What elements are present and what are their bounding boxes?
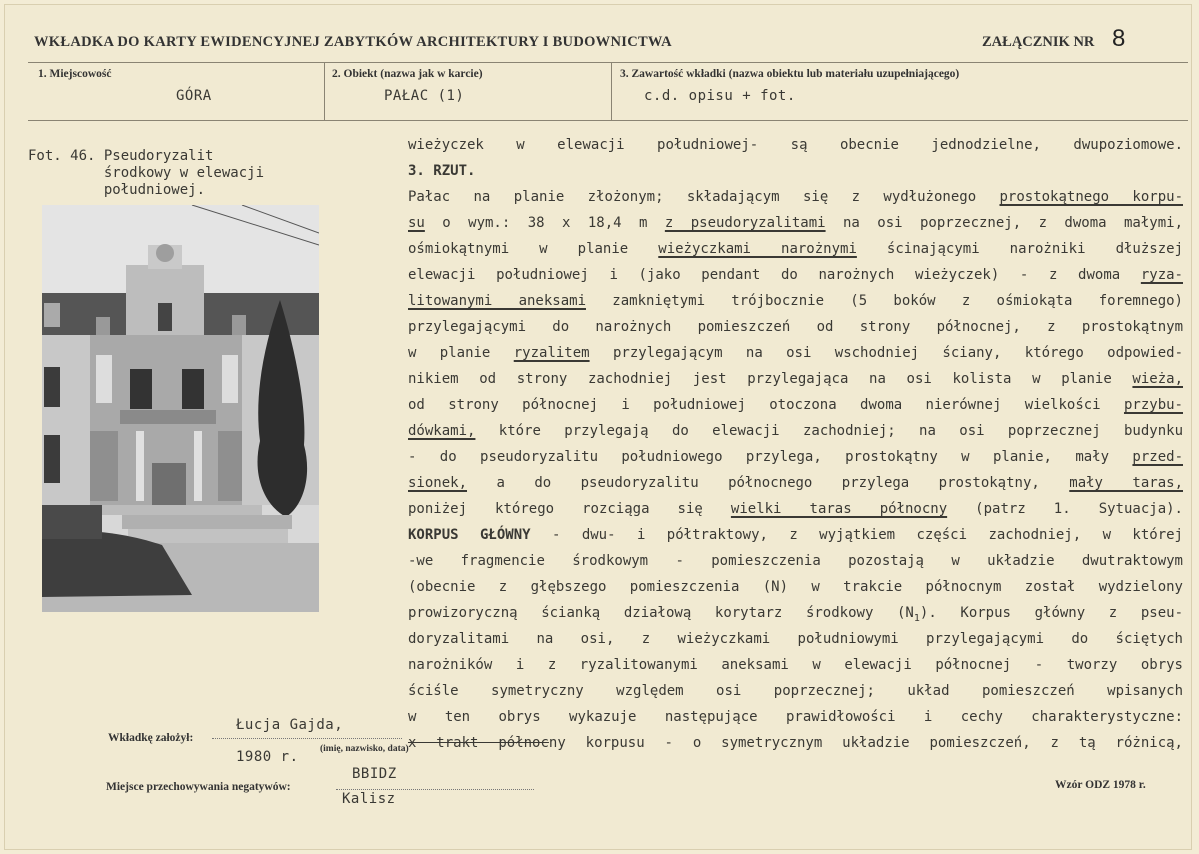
content-label: 3. Zawartość wkładki (nazwa obiektu lub materiału uzupełniającego) xyxy=(620,68,960,80)
text-line: od strony północnej i południowej otoczona dwoma nierównej wielkości przybu- xyxy=(408,397,1183,413)
text-line: w ten obrys wykazuje następujące prawidłowości i cechy charakterystyczne: xyxy=(408,709,1183,725)
text-line: ośmiokątnymi w planie wieżyczkami narożnymi ścinającymi narożniki dłuższej xyxy=(408,241,1184,257)
text-line: poniżej którego rozciąga się wielki taras północny (patrz 1. Sytuacja). xyxy=(408,501,1183,517)
object-value: PAŁAC (1) xyxy=(384,88,465,104)
text-line: -we fragmencie środkowym - pomieszczenia pozostają w układzie dwutraktowym xyxy=(408,553,1183,569)
author-name: Łucja Gajda, xyxy=(236,717,344,733)
text-line: sionek, a do pseudoryzalitu północnego przylega prostokątny, mały taras, xyxy=(408,475,1183,491)
text-line: w planie ryzalitem przylegającym na osi wschodniej ściany, którego odpowied- xyxy=(408,345,1183,361)
text-line: (obecnie z głębszego pomieszczenia (N) w trakcie północnym został wydzielony xyxy=(408,579,1183,595)
author-label: Wkładkę założył: xyxy=(108,732,194,744)
author-dotted-line xyxy=(212,738,402,739)
palace-photo xyxy=(42,205,319,612)
card-title: WKŁADKA DO KARTY EWIDENCYJNEJ ZABYTKÓW ARCHITEKTURY I BUDOWNICTWA xyxy=(34,34,672,50)
annex-number: 8 xyxy=(1112,25,1126,52)
field-divider-1 xyxy=(324,62,325,120)
text-line: KORPUS GŁÓWNY - dwu- i półtraktowy, z wyjątkiem części zachodniej, w której xyxy=(408,527,1183,543)
text-line: doryzalitami na osi, z wieżyczkami południowymi przylegającymi do ściętych xyxy=(408,631,1183,647)
text-line: - do pseudoryzalitu południowego przylega, prostokątny w planie, mały przed- xyxy=(408,449,1183,465)
locality-label: 1. Miejscowość xyxy=(38,68,112,80)
text-line: su o wym.: 38 x 18,4 m z pseudoryzalitami na osi poprzecznej, z dwoma małymi, xyxy=(408,215,1183,231)
negatives-dotted-line xyxy=(336,789,534,790)
text-line: dówkami, które przylegają do elewacji zachodniej; na osi poprzecznej budynku xyxy=(408,423,1183,439)
author-hint: (imię, nazwisko, data) xyxy=(320,744,409,754)
content-value: c.d. opisu + fot. xyxy=(644,88,796,104)
text-line: litowanymi aneksami zamkniętymi trójbocznie (5 boków z ośmiokąta foremnego) xyxy=(408,293,1183,309)
text-line: ściśle symetryczny względem osi poprzecznej; układ pomieszczeń wpisanych xyxy=(408,683,1183,699)
text-line: elewacji południowej i (jako pendant do narożnych wieżyczek) - z dwoma ryza- xyxy=(408,267,1183,283)
section-heading: 3. RZUT. xyxy=(408,163,476,179)
text-line: nikiem od strony zachodniej jest przylegająca na osi kolista w planie wieża, xyxy=(408,371,1183,387)
photo-caption: Fot. 46. Pseudoryzalit środkowy w elewacji południowej. xyxy=(28,148,265,198)
form-template: Wzór ODZ 1978 r. xyxy=(1055,779,1146,791)
negatives-location-2: Kalisz xyxy=(342,791,396,807)
fields-rule xyxy=(28,120,1188,121)
negatives-location-1: BBIDZ xyxy=(352,766,397,782)
object-label: 2. Obiekt (nazwa jak w karcie) xyxy=(332,68,483,80)
locality-value: GÓRA xyxy=(176,88,212,104)
text-line: przylegającymi do narożnych pomieszczeń od strony północnej, z prostokątnym xyxy=(408,319,1183,335)
text-line: Pałac na planie złożonym; składającym się z wydłużonego prostokątnego korpu- xyxy=(408,189,1183,205)
annex-label: ZAŁĄCZNIK NR xyxy=(982,34,1095,50)
text-line: wieżyczek w elewacji południowej- są obecnie jednodzielne, dwupoziomowe. xyxy=(408,137,1183,153)
field-divider-2 xyxy=(611,62,612,120)
description-text xyxy=(408,132,1183,756)
text-line: prowizoryczną ścianką działową korytarz środkowy $(N_1)$. Korpus główny z pseu- xyxy=(408,605,1183,624)
author-year: 1980 r. xyxy=(236,749,299,765)
text-line: x trakt północny korpusu - o symetrycznym układzie pomieszczeń, z tą różnicą, xyxy=(408,735,1183,751)
negatives-label: Miejsce przechowywania negatywów: xyxy=(106,781,291,793)
header-rule xyxy=(28,62,1188,63)
text-line: narożników i z ryzalitowanymi aneksami w elewacji północnej - tworzy obrys xyxy=(408,657,1183,673)
